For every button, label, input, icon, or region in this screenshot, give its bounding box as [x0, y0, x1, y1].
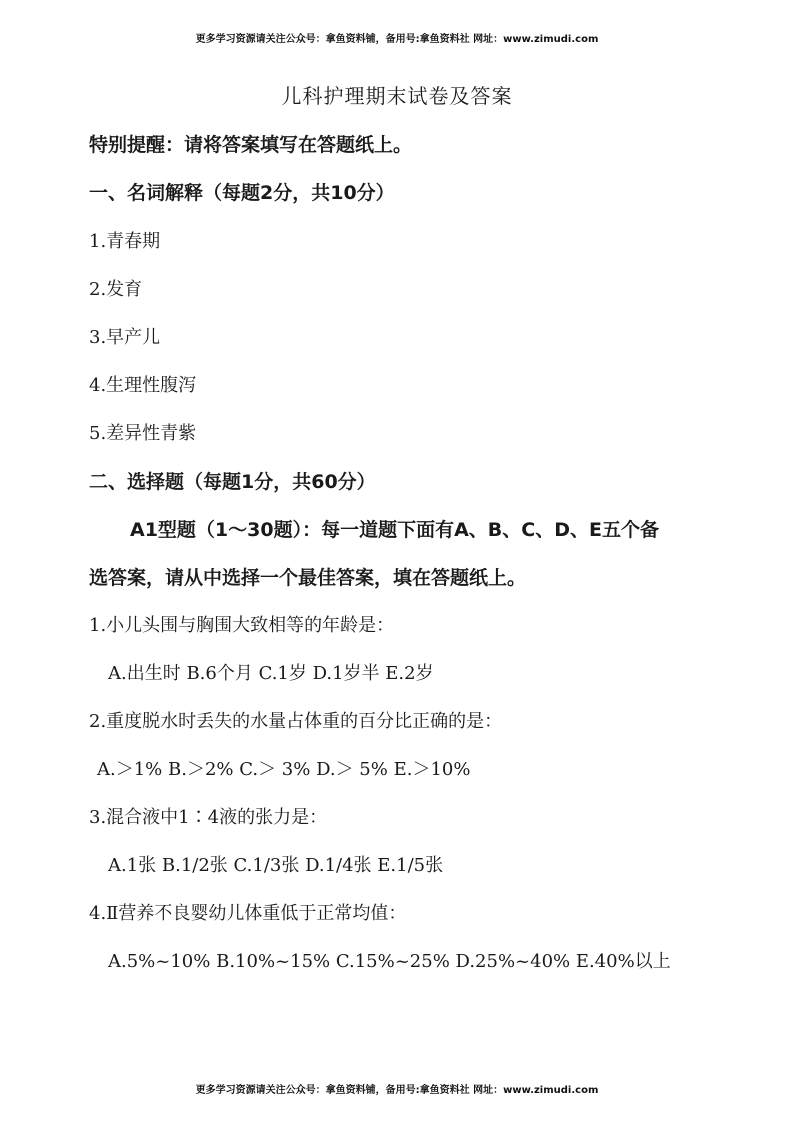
- page-header: 更多学习资源请关注公众号：拿鱼资料铺，备用号:拿鱼资料社 网址：www.zimudi.com: [195, 34, 599, 45]
- document-title: 儿科护理期末试卷及答案: [281, 84, 513, 108]
- question-stem: 1.小儿头围与胸围大致相等的年龄是：: [89, 615, 395, 636]
- term-item: 3.早产儿: [89, 327, 161, 348]
- page-footer: 更多学习资源请关注公众号：拿鱼资料铺，备用号:拿鱼资料社 网址：www.zimudi.com: [195, 1085, 599, 1096]
- question-options: A.出生时 B.6个月 C.1岁 D.1岁半 E.2岁: [108, 663, 434, 684]
- question-options: A.5%~10% B.10%~15% C.15%~25% D.25%~40% E.40%以上: [108, 951, 671, 972]
- section2-intro-line1: A1型题（1～30题）：每一道题下面有A、B、C、D、E五个备: [130, 519, 659, 541]
- term-item: 1.青春期: [89, 231, 161, 252]
- term-item: 2.发育: [89, 279, 143, 300]
- question-options: A.＞1% B.＞2% C.＞ 3% D.＞ 5% E.＞10%: [97, 759, 471, 780]
- term-item: 5.差异性青紫: [89, 423, 197, 444]
- notice-text: 特别提醒：请将答案填写在答题纸上。: [89, 134, 413, 156]
- section2-intro-line2: 选答案，请从中选择一个最佳答案，填在答题纸上。: [89, 567, 527, 589]
- question-stem: 4.Ⅱ营养不良婴幼儿体重低于正常均值：: [89, 903, 407, 924]
- question-options: A.1张 B.1/2张 C.1/3张 D.1/4张 E.1/5张: [108, 855, 444, 876]
- question-stem: 3.混合液中1∶4液的张力是：: [89, 807, 328, 828]
- term-item: 4.生理性腹泻: [89, 375, 197, 396]
- section2-heading: 二、选择题（每题1分，共60分）: [89, 471, 376, 493]
- section1-heading: 一、名词解释（每题2分，共10分）: [89, 182, 395, 204]
- question-stem: 2.重度脱水时丢失的水量占体重的百分比正确的是：: [89, 711, 503, 732]
